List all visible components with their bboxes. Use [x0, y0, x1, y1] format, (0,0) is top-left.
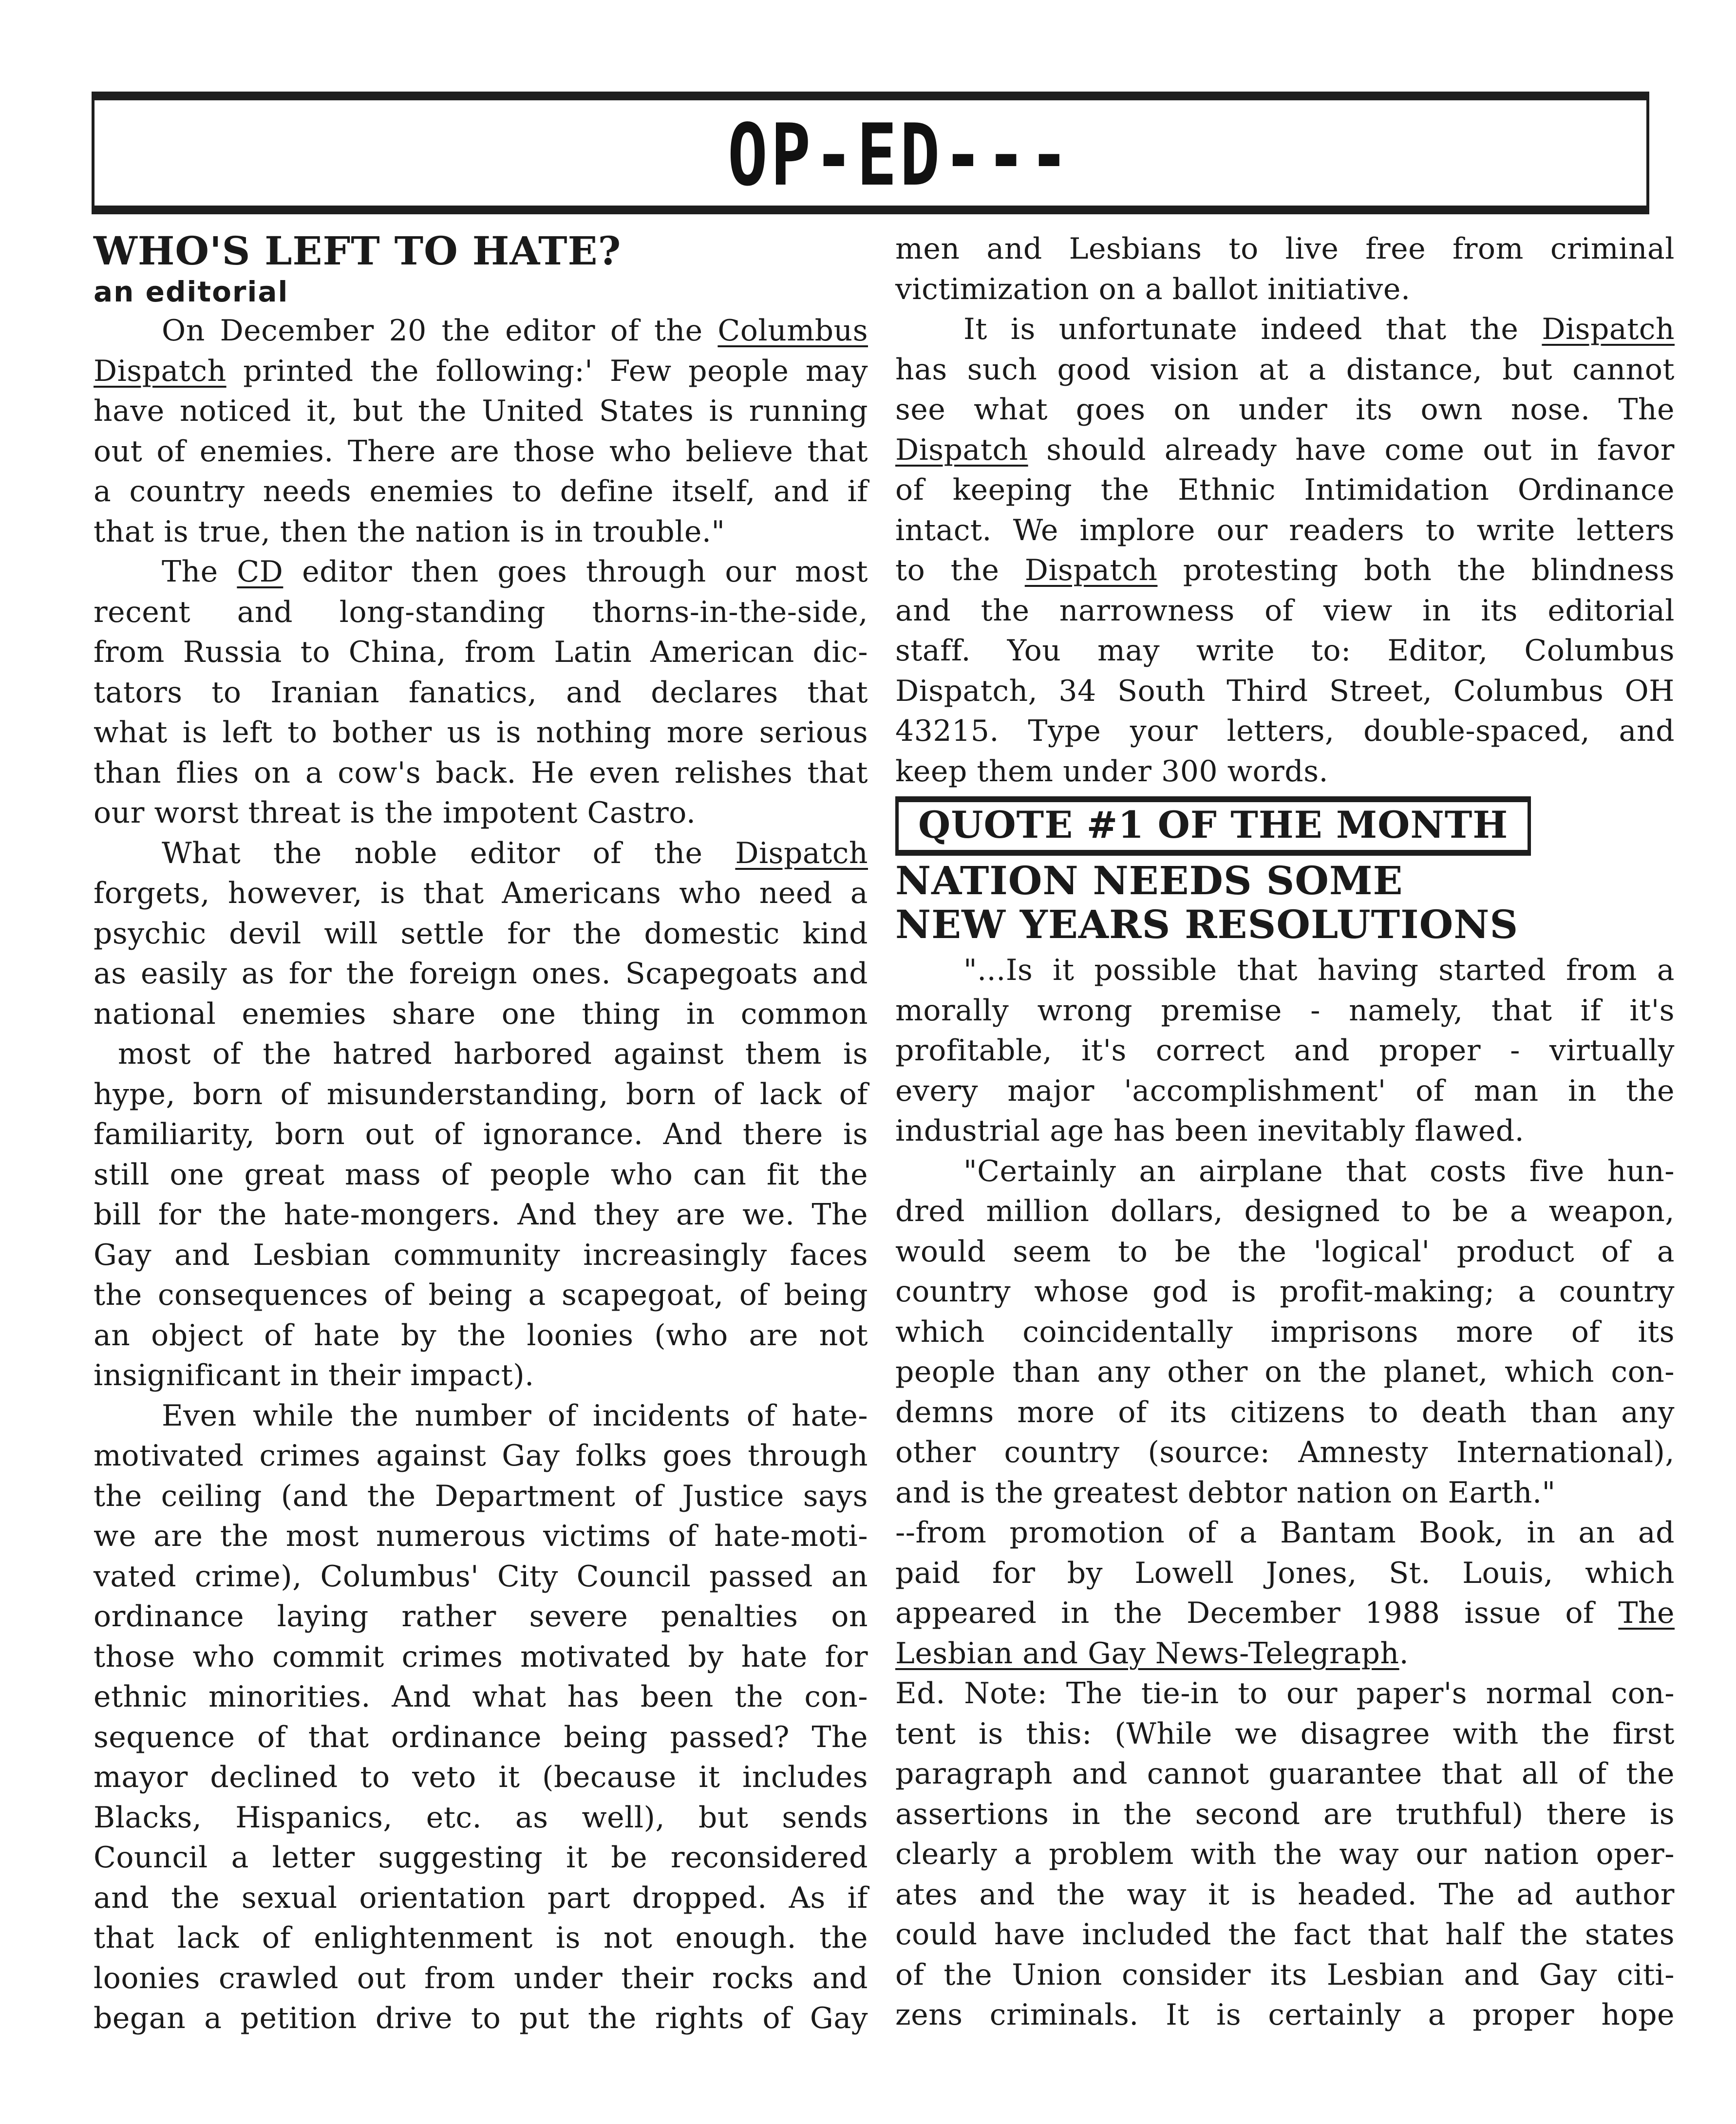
text-line — [895, 1191, 1675, 1232]
text-line — [94, 632, 868, 673]
text-line — [94, 1195, 868, 1235]
text-run: that is true, then the nation is in trouble." — [94, 514, 725, 549]
text-run: printed the following:' Few people may — [226, 354, 868, 388]
text-run: bill for the hate-mongers. And they are we. The — [94, 1198, 868, 1232]
text-line — [94, 793, 868, 833]
text-line — [94, 552, 868, 592]
text-line — [94, 1757, 868, 1798]
text-run: Dispatch, 34 South Third Street, Columbus OH — [895, 674, 1675, 708]
text-run: Even while the number of incidents of hate- — [162, 1398, 868, 1433]
text-run: those who commit crimes motivated by hate for — [94, 1639, 868, 1674]
underlined-title: Dispatch — [735, 836, 868, 870]
text-run: industrial age has been inevitably flawed. — [895, 1114, 1525, 1148]
text-run: The — [162, 555, 237, 589]
text-line — [895, 1392, 1675, 1433]
text-run: could have included the fact that half the states — [895, 1917, 1675, 1952]
text-line — [94, 1316, 868, 1356]
text-line — [895, 671, 1675, 712]
text-run: assertions in the second are truthful) there is — [895, 1797, 1675, 1831]
text-run: forgets, however, is that Americans who need a — [94, 876, 868, 910]
section-title: OP-ED--- — [727, 106, 1072, 205]
text-run: victimization on a ballot initiative. — [895, 272, 1411, 306]
text-run: an object of hate by the loonies (who are not — [94, 1318, 868, 1353]
quote-headline-line-1: NATION NEEDS SOME — [895, 858, 1403, 903]
text-line — [94, 592, 868, 633]
text-line — [895, 1111, 1675, 1151]
text-line — [895, 1955, 1675, 1995]
text-line — [895, 752, 1675, 792]
text-run: have noticed it, but the United States is running — [94, 394, 868, 428]
text-run: "...Is it possible that having started from a — [963, 953, 1675, 987]
text-run: country whose god is profit-making; a country — [895, 1275, 1675, 1309]
text-line — [94, 1034, 868, 1074]
text-line — [94, 391, 868, 432]
text-line — [895, 1513, 1675, 1553]
text-run: Blacks, Hispanics, etc. as well), but sends — [94, 1800, 868, 1835]
quote-of-month-box: QUOTE #1 OF THE MONTH — [895, 796, 1531, 856]
text-line — [94, 1235, 868, 1276]
text-line — [895, 1634, 1675, 1674]
text-run: and the sexual orientation part dropped. As if — [94, 1880, 868, 1915]
underlined-title: CD — [237, 555, 283, 589]
text-run: tent is this: (While we disagree with the first — [895, 1716, 1675, 1751]
text-line — [895, 591, 1675, 631]
text-run: --from promotion of a Bantam Book, in an ad — [895, 1516, 1675, 1550]
text-run: still one great mass of people who can fit the — [94, 1157, 868, 1192]
text-run: staff. You may write to: Editor, Columbus — [895, 634, 1675, 668]
text-line — [895, 1553, 1675, 1594]
text-run: our worst threat is the impotent Castro. — [94, 796, 696, 830]
text-run: which coincidentally imprisons more of its — [895, 1315, 1675, 1349]
text-line — [94, 673, 868, 713]
text-run: would seem to be the 'logical' product of a — [895, 1234, 1675, 1269]
text-run: demns more of its citizens to death than any — [895, 1395, 1675, 1429]
text-run: psychic devil will settle for the domestic kind — [94, 916, 868, 951]
text-run: ordinance laying rather severe penalties on — [94, 1599, 868, 1634]
text-line — [94, 1878, 868, 1918]
text-run: national enemies share one thing in common — [94, 996, 868, 1031]
text-run: editor then goes through our most — [283, 555, 868, 589]
text-line — [94, 1355, 868, 1396]
text-line — [895, 1232, 1675, 1272]
underlined-title: Lesbian and Gay News-Telegraph — [895, 1636, 1399, 1671]
text-run: people than any other on the planet, which con- — [895, 1355, 1675, 1389]
text-line — [895, 1673, 1675, 1714]
text-run: familiarity, born out of ignorance. And there is — [94, 1117, 868, 1151]
text-line — [94, 994, 868, 1034]
text-line — [895, 1754, 1675, 1794]
text-run: Gay and Lesbian community increasingly faces — [94, 1238, 868, 1272]
text-line — [94, 1677, 868, 1717]
text-run: what is left to bother us is nothing more serious — [94, 715, 868, 750]
text-run: insignificant in their impact). — [94, 1358, 534, 1392]
underlined-title: Dispatch — [1542, 312, 1675, 346]
text-line — [94, 873, 868, 914]
text-run: appeared in the December 1988 issue of — [895, 1596, 1619, 1630]
text-line — [895, 269, 1675, 310]
text-run: sequence of that ordinance being passed? The — [94, 1720, 868, 1754]
underlined-title: The — [1618, 1596, 1675, 1630]
text-run: It is unfortunate indeed that the — [963, 312, 1542, 346]
text-run: should already have come out in favor — [1028, 432, 1675, 467]
text-run: as easily as for the foreign ones. Scapegoats and — [94, 957, 868, 991]
text-run: . — [1399, 1636, 1409, 1671]
text-line — [895, 711, 1675, 752]
text-line — [94, 753, 868, 793]
text-line — [895, 1875, 1675, 1915]
text-run: keep them under 300 words. — [895, 754, 1329, 789]
text-run: from Russia to China, from Latin American dic- — [94, 635, 868, 669]
text-line — [94, 1838, 868, 1878]
text-line — [895, 1915, 1675, 1955]
text-line — [94, 1155, 868, 1195]
text-run: most of the hatred harbored against them is — [118, 1037, 868, 1071]
article-body-left — [94, 311, 868, 2039]
text-run: hype, born of misunderstanding, born of lack of — [94, 1077, 868, 1111]
text-line — [895, 350, 1675, 390]
text-run: intact. We implore our readers to write letters — [895, 513, 1675, 547]
text-line — [94, 1074, 868, 1115]
text-line — [94, 512, 868, 552]
text-run: dred million dollars, designed to be a weapon, — [895, 1194, 1675, 1228]
text-run: vated crime), Columbus' City Council passed an — [94, 1559, 868, 1594]
quote-body — [895, 950, 1675, 2035]
text-line — [94, 432, 868, 472]
article-body-right — [895, 229, 1675, 791]
text-line — [94, 1436, 868, 1476]
text-run: of the Union consider its Lesbian and Gay citi- — [895, 1957, 1675, 1992]
text-run: has such good vision at a distance, but cannot — [895, 352, 1675, 387]
text-line — [94, 1114, 868, 1155]
text-run: paid for by Lowell Jones, St. Louis, which — [895, 1556, 1675, 1590]
text-run: every major 'accomplishment' of man in the — [895, 1073, 1675, 1108]
text-run: a country needs enemies to define itself, and if — [94, 474, 868, 508]
text-line — [94, 1798, 868, 1838]
text-run: recent and long-standing thorns-in-the-side, — [94, 595, 868, 629]
article-headline: WHO'S LEFT TO HATE? — [94, 228, 622, 274]
text-line — [895, 950, 1675, 991]
article-kicker: an editorial — [94, 275, 289, 308]
text-line — [94, 1998, 868, 2039]
text-line — [94, 311, 868, 351]
text-line — [895, 1714, 1675, 1754]
underlined-title: Columbus — [717, 314, 868, 348]
text-line — [94, 1918, 868, 1958]
text-line — [94, 1597, 868, 1637]
text-run: that lack of enlightenment is not enough. the — [94, 1921, 868, 1955]
text-line — [895, 1071, 1675, 1111]
text-run: than flies on a cow's back. He even relishes that — [94, 755, 868, 790]
text-run: zens criminals. It is certainly a proper hope — [895, 1998, 1675, 2032]
text-run: see what goes on under its own nose. The — [895, 393, 1675, 427]
text-line — [94, 471, 868, 512]
text-run: mayor declined to veto it (because it includes — [94, 1760, 868, 1794]
text-run: profitable, it's correct and proper - virtually — [895, 1034, 1675, 1068]
text-run: other country (source: Amnesty International), — [895, 1435, 1675, 1469]
text-run: ethnic minorities. And what has been the con- — [94, 1680, 868, 1714]
text-run: What the noble editor of the — [162, 836, 736, 870]
text-line — [94, 1557, 868, 1597]
text-line — [94, 833, 868, 874]
text-line — [895, 550, 1675, 591]
text-run: paragraph and cannot guarantee that all of the — [895, 1757, 1675, 1791]
text-line — [895, 309, 1675, 350]
text-line — [94, 1717, 868, 1758]
text-run: motivated crimes against Gay folks goes through — [94, 1439, 868, 1473]
text-line — [895, 1151, 1675, 1192]
text-run: tators to Iranian fanatics, and declares that — [94, 675, 868, 710]
text-line — [94, 914, 868, 954]
text-run: and is the greatest debtor nation on Earth." — [895, 1475, 1556, 1510]
text-run: the consequences of being a scapegoat, of being — [94, 1278, 868, 1312]
text-line — [895, 1031, 1675, 1071]
text-line — [94, 1275, 868, 1316]
text-line — [895, 1995, 1675, 2035]
text-line — [895, 1352, 1675, 1392]
text-line — [895, 1272, 1675, 1312]
underlined-title: Dispatch — [94, 354, 226, 388]
text-line — [895, 631, 1675, 671]
text-line — [94, 954, 868, 994]
text-line — [895, 1312, 1675, 1353]
text-line — [94, 1516, 868, 1557]
quote-headline-line-2: NEW YEARS RESOLUTIONS — [895, 902, 1519, 947]
text-run: we are the most numerous victims of hate-moti- — [94, 1519, 868, 1553]
text-run: loonies crawled out from under their rocks and — [94, 1961, 868, 1995]
text-run: of keeping the Ethnic Intimidation Ordinance — [895, 473, 1675, 507]
text-run: morally wrong premise - namely, that if it's — [895, 993, 1675, 1028]
text-run: protesting both the blindness — [1157, 553, 1675, 587]
text-line — [895, 510, 1675, 551]
text-run: 43215. Type your letters, double-spaced, and — [895, 714, 1675, 748]
text-line — [895, 991, 1675, 1031]
text-line — [94, 1637, 868, 1677]
text-run: Council a letter suggesting it be reconsidered — [94, 1841, 868, 1875]
section-masthead — [92, 92, 1649, 214]
text-line — [895, 390, 1675, 430]
text-line — [895, 229, 1675, 269]
left-column — [94, 229, 868, 2039]
text-line — [895, 1473, 1675, 1513]
underlined-title: Dispatch — [895, 432, 1028, 467]
text-line — [895, 430, 1675, 470]
text-line — [94, 1396, 868, 1436]
text-line — [895, 1432, 1675, 1473]
text-run: and the narrowness of view in its editorial — [895, 593, 1675, 628]
text-run: ates and the way it is headed. The ad author — [895, 1877, 1675, 1912]
text-line — [895, 470, 1675, 510]
right-column — [895, 229, 1675, 2035]
text-line — [895, 1593, 1675, 1634]
text-line — [895, 1834, 1675, 1875]
text-run: men and Lesbians to live free from criminal — [895, 232, 1675, 266]
text-run: "Certainly an airplane that costs five hun- — [963, 1154, 1675, 1188]
text-line — [94, 351, 868, 392]
text-run: began a petition drive to put the rights of Gay — [94, 2001, 868, 2035]
text-run: out of enemies. There are those who believe that — [94, 434, 868, 469]
text-run: Ed. Note: The tie-in to our paper's normal con- — [895, 1676, 1675, 1710]
text-line — [895, 1794, 1675, 1835]
underlined-title: Dispatch — [1024, 553, 1158, 587]
text-line — [94, 1476, 868, 1517]
text-run: to the — [895, 553, 1025, 587]
text-run: clearly a problem with the way our nation oper- — [895, 1837, 1675, 1871]
text-run: the ceiling (and the Department of Justice says — [94, 1479, 868, 1513]
text-line — [94, 713, 868, 753]
text-line — [94, 1958, 868, 1999]
text-run: On December 20 the editor of the — [162, 314, 718, 348]
